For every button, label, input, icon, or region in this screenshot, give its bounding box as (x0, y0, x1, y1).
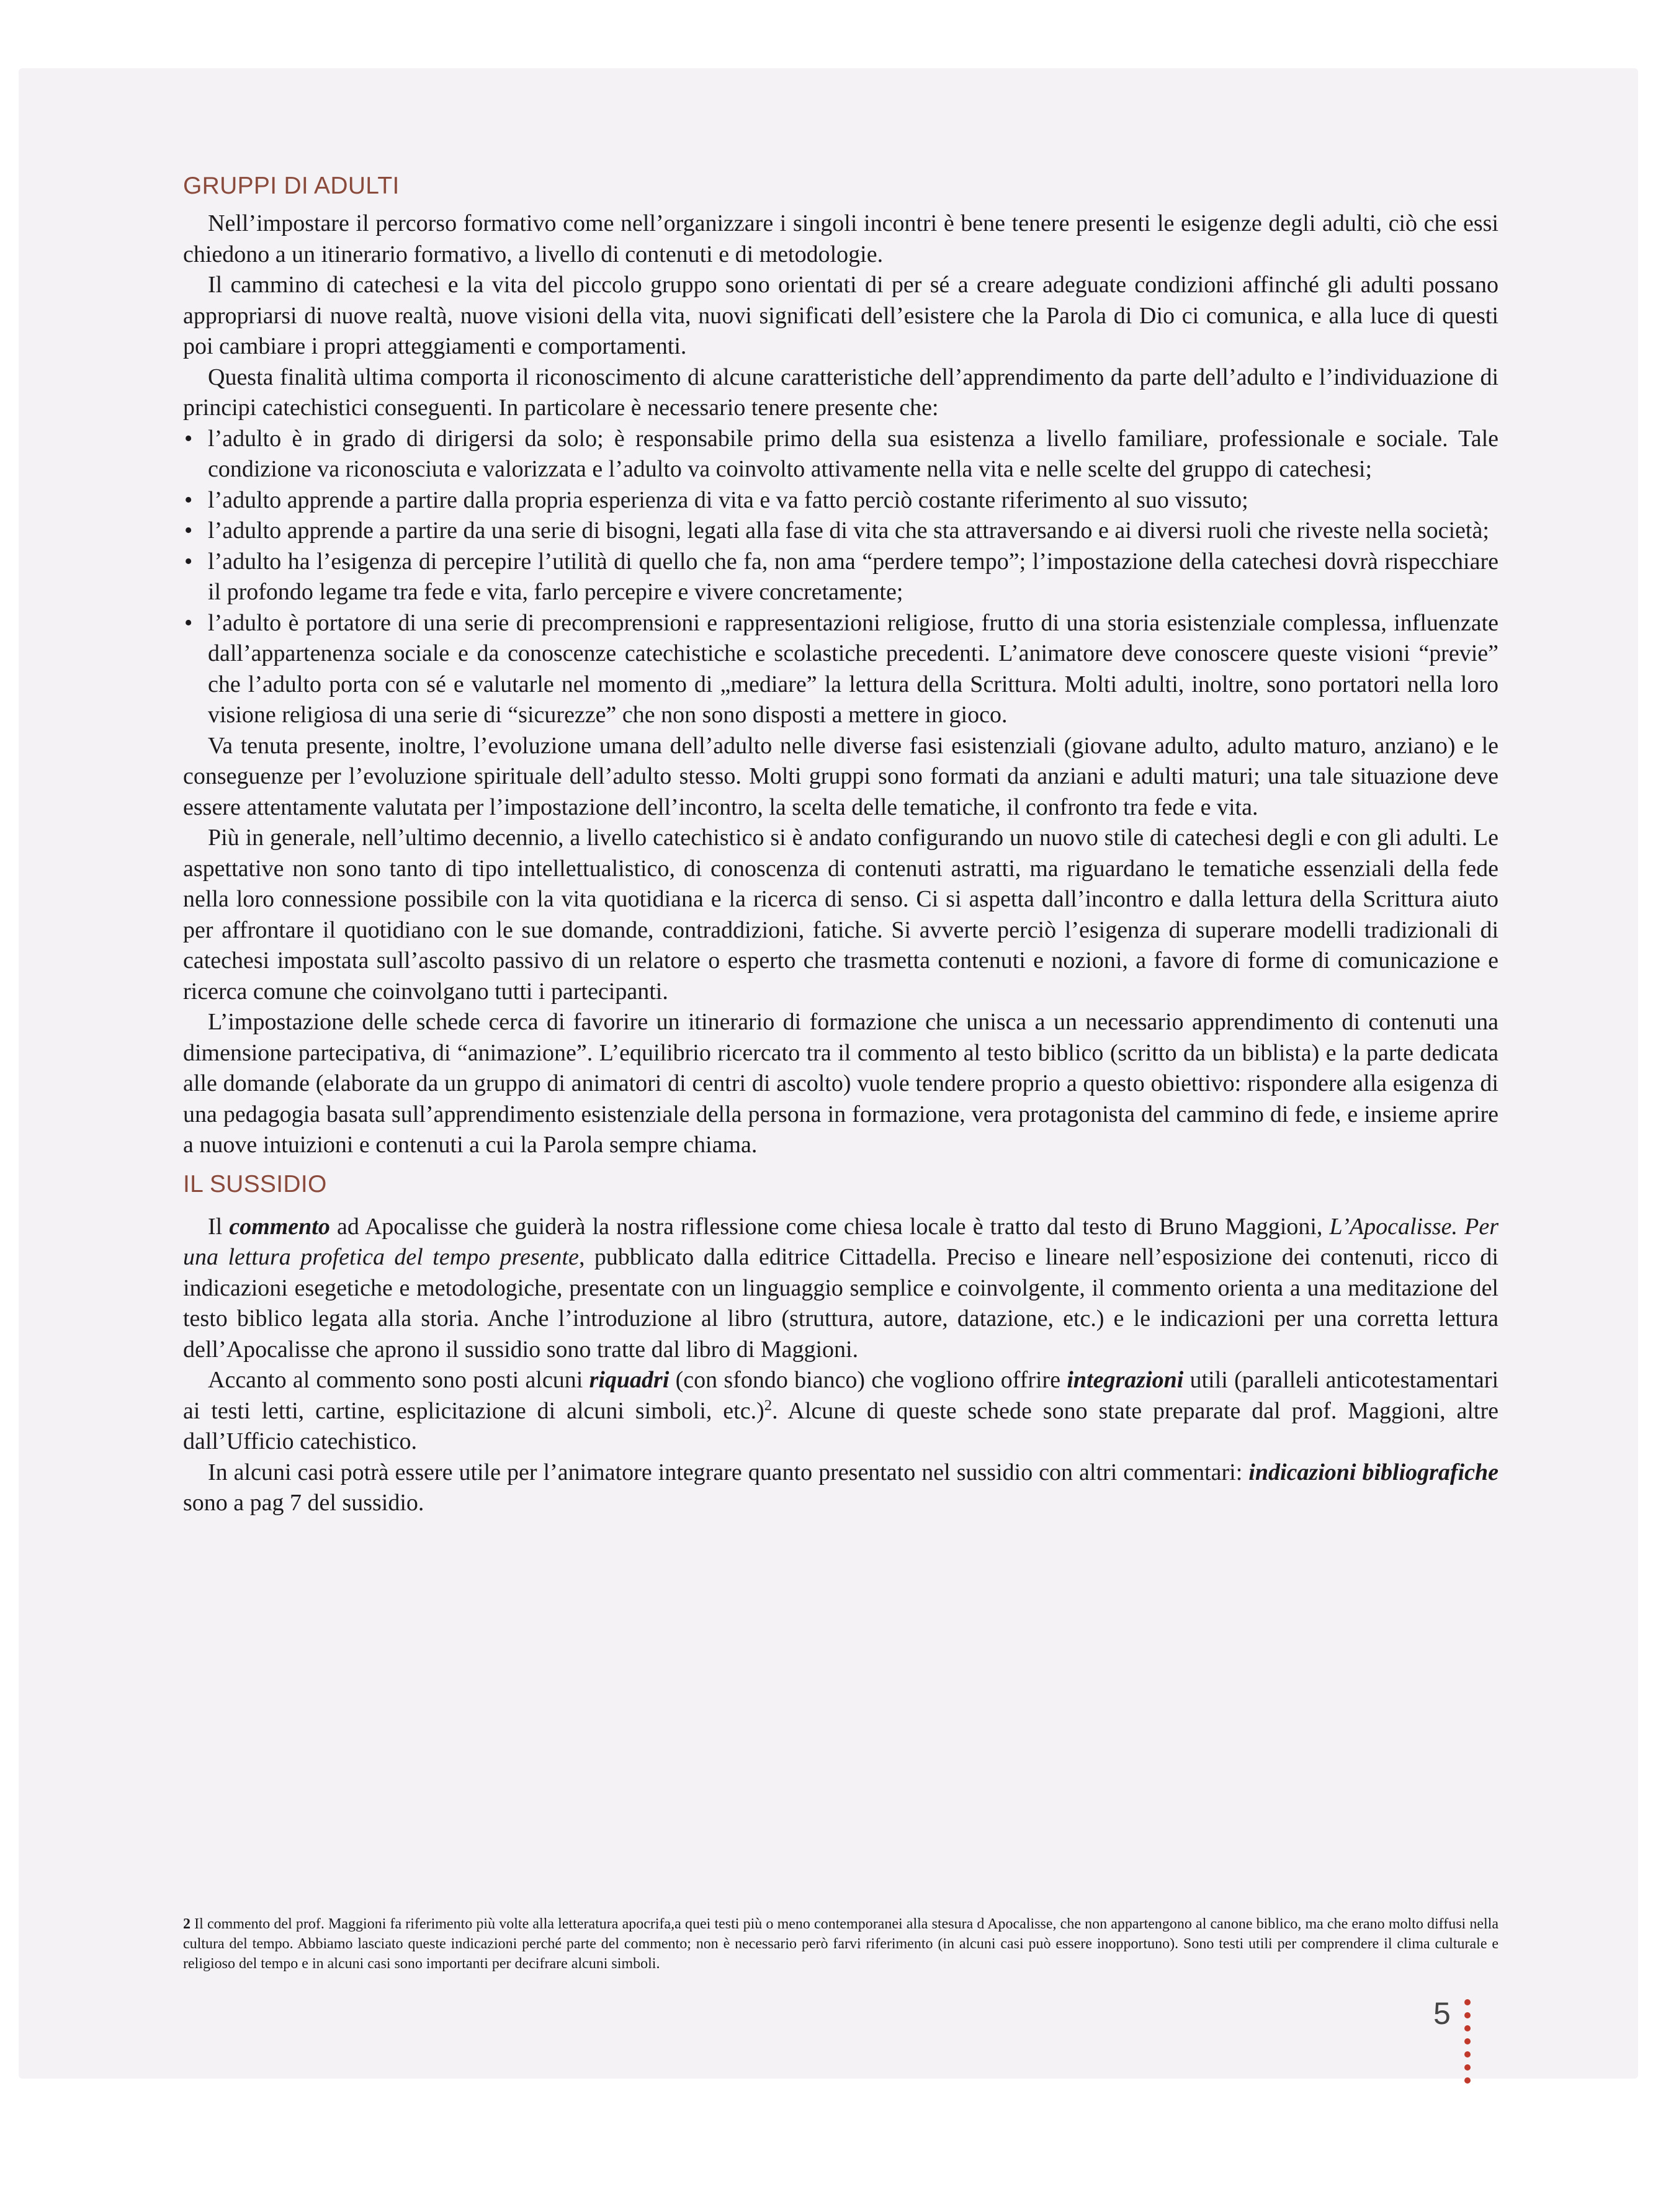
list-item (183, 608, 1499, 731)
text-run: Il (208, 1213, 230, 1240)
list-item-text: l’adulto apprende a partire da una serie di bisogni, legati alla fase di vita che sta attraversando e ai diversi ruoli che riveste nella società; (208, 517, 1489, 544)
paragraph (183, 1458, 1499, 1519)
dot-icon (1464, 1999, 1471, 2005)
dot-icon (1464, 2038, 1471, 2044)
dot-icon (1464, 2064, 1471, 2071)
dot-icon (1464, 2051, 1471, 2058)
emphasis-riquadri: riquadri (589, 1367, 670, 1393)
book-title: L’Apocalisse. Per una lettura profetica del tempo presente (183, 1213, 1499, 1270)
decorative-dots (1464, 1999, 1472, 2090)
bullet-icon: • (184, 486, 193, 513)
list-item (183, 516, 1499, 547)
section-heading-gruppi-di-adulti: GRUPPI DI ADULTI (183, 172, 400, 199)
paragraph: Più in generale, nell’ultimo decennio, a livello catechistico si è andato configurando un nuovo stile di catechesi degli e con gli adulti. Le aspettative non sono tanto di tipo intellettualistico, di conoscenza di contenuti astratti, ma riguardano le tematiche essenziali della fede nella loro connessione possibile con la vita quotidiana e la ricerca di senso. Ci si aspetta dall’incontro e dalla lettura della Scrittura aiuto per affrontare il quotidiano con le sue domande, contraddizioni, fatiche. Si avverte perciò l’esigenza di superare modelli tradizionali di catechesi impostata sull’ascolto passivo di un relatore o esperto che trasmetta contenuti e nozioni, a favore di forme di comunicazione e ricerca comune che coinvolgano tutti i partecipanti. (183, 825, 1499, 1005)
footnote-text: Il commento del prof. Maggioni fa riferimento più volte alla letteratura apocrifa,a quei testi più o meno contemporanei alla stesura d Apocalisse, che non appartengono al canone biblico, ma che erano molto diffusi nella cultura del tempo. Abbiamo lasciato queste indicazioni perché parte del commento; non è necessario però farvi riferimento (in alcuni casi può essere inopportuno). Sono testi utili per comprendere il clima culturale e religioso del tempo e in alcuni casi sono importanti per decifrare alcuni simboli. (183, 1916, 1499, 1972)
bullet-icon: • (184, 609, 193, 636)
text-run: In alcuni casi potrà essere utile per l’animatore integrare quanto presentato nel sussidio con altri commentari: (208, 1459, 1249, 1485)
footnote (183, 1914, 1499, 1974)
list-item (183, 485, 1499, 516)
paragraph: Va tenuta presente, inoltre, l’evoluzione umana dell’adulto nelle diverse fasi esistenziali (giovane adulto, adulto maturo, anziano) e le conseguenze per l’evoluzione spirituale dell’adulto stesso. Molti gruppi sono formati da anziani e adulti maturi; una tale situazione deve essere attentamente valutata per l’impostazione dell’incontro, la scelta delle tematiche, il confronto tra fede e vita. (183, 732, 1499, 820)
list-item-text: l’adulto è portatore di una serie di precomprensioni e rappresentazioni religiose, frutto di una storia esistenziale complessa, influenzate dall’appartenenza sociale e da conoscenze catechistiche e scolastiche precedenti. L’animatore deve conoscere queste visioni “previe” che l’adulto porta con sé e valutarle nel momento di „mediare” la lettura della Scrittura. Molti adulti, inoltre, sono portatori nella loro visione religiosa di una serie di “sicurezze” che non sono disposti a mettere in gioco. (208, 609, 1499, 728)
emphasis-integrazioni: integrazioni (1067, 1367, 1184, 1393)
emphasis-commento: commento (229, 1213, 330, 1240)
list-item (183, 547, 1499, 608)
main-text (183, 168, 1499, 1519)
emphasis-indicazioni-bibliografiche: indicazioni bibliografiche (1248, 1459, 1499, 1485)
list-item (183, 424, 1499, 485)
text-run: Accanto al commento sono posti alcuni (208, 1367, 589, 1393)
text-run: utili (paralleli anticotestamentari ai testi letti, cartine, esplicitazione di alcuni simboli, etc.) (183, 1367, 1499, 1424)
paragraph: Questa finalità ultima comporta il riconoscimento di alcune caratteristiche dell’apprendimento da parte dell’adulto e l’individuazione di principi catechistici conseguenti. In particolare è necessario tenere presente che: (183, 364, 1499, 421)
bullet-icon: • (184, 548, 193, 575)
list-item-text: l’adulto è in grado di dirigersi da solo; è responsabile primo della sua esistenza a livello familiare, professionale e sociale. Tale condizione va riconosciuta e valorizzata e l’adulto va coinvolto attivamente nella vita e nelle scelte del gruppo di catechesi; (208, 425, 1499, 482)
dot-icon (1464, 2012, 1471, 2018)
paragraph: Il cammino di catechesi e la vita del piccolo gruppo sono orientati di per sé a creare adeguate condizioni affinché gli adulti possano appropriarsi di nuove realtà, nuove visioni della vita, nuovi significati dell’esistere che la Parola di Dio ci comunica, e alla luce di questi poi cambiare i propri atteggiamenti e comportamenti. (183, 272, 1499, 359)
list-item-text: l’adulto ha l’esigenza di percepire l’utilità di quello che fa, non ama “perdere tempo”; l’impostazione della catechesi dovrà rispecchiare il profondo legame tra fede e vita, farlo percepire e vivere concretamente; (208, 548, 1499, 605)
text-run: . Alcune di queste schede sono state preparate dal prof. Maggioni, altre dall’Ufficio catechistico. (183, 1397, 1499, 1454)
text-run: , pubblicato dalla editrice Cittadella. Preciso e lineare nell’esposizione dei contenuti, ricco di indicazioni esegetiche e metodologiche, presentate con un linguaggio semplice e coinvolgente, il commento orienta a una meditazione del testo biblico legata alla storia. Anche l’introduzione al libro (struttura, autore, datazione, etc.) e le indicazioni per una corretta lettura dell’Apocalisse che aprono il sussidio sono tratte dal libro di Maggioni. (183, 1244, 1499, 1363)
section-heading-il-sussidio: IL SUSSIDIO (183, 1170, 327, 1198)
list-item-text: l’adulto apprende a partire dalla propria esperienza di vita e va fatto perciò costante riferimento al suo vissuto; (208, 486, 1248, 513)
page-number: 5 (1433, 1996, 1451, 2031)
text-run: ad Apocalisse che guiderà la nostra riflessione come chiesa locale è tratto dal testo di Bruno Maggioni, (329, 1213, 1330, 1240)
paragraph: Nell’impostare il percorso formativo come nell’organizzare i singoli incontri è bene tenere presenti le esigenze degli adulti, ciò che essi chiedono a un itinerario formativo, a livello di contenuti e di metodologie. (183, 210, 1499, 267)
bullet-icon: • (184, 425, 193, 452)
footnote-reference: 2 (764, 1396, 773, 1413)
text-run: (con sfondo bianco) che vogliono offrire (669, 1367, 1067, 1393)
paragraph (183, 1212, 1499, 1366)
dot-icon (1464, 2077, 1471, 2084)
text-run: sono a pag 7 del sussidio. (183, 1490, 424, 1516)
bullet-icon: • (184, 517, 193, 544)
bullet-list (183, 424, 1499, 731)
dot-icon (1464, 2025, 1471, 2031)
paragraph (183, 1365, 1499, 1458)
paragraph: L’impostazione delle schede cerca di favorire un itinerario di formazione che unisca a un necessario apprendimento di contenuti una dimensione partecipativa, di “animazione”. L’equilibrio ricercato tra il commento al testo biblico (scritto da un biblista) e la parte dedicata alle domande (elaborate da un gruppo di animatori di centri di ascolto) vuole tendere proprio a questo obiettivo: rispondere alla esigenza di una pedagogia basata sull’apprendimento esistenziale della persona in formazione, vera protagonista del cammino di fede, e insieme aprire a nuove intuizioni e contenuti a cui la Parola sempre chiama. (183, 1009, 1499, 1158)
footnote-number: 2 (183, 1916, 190, 1932)
